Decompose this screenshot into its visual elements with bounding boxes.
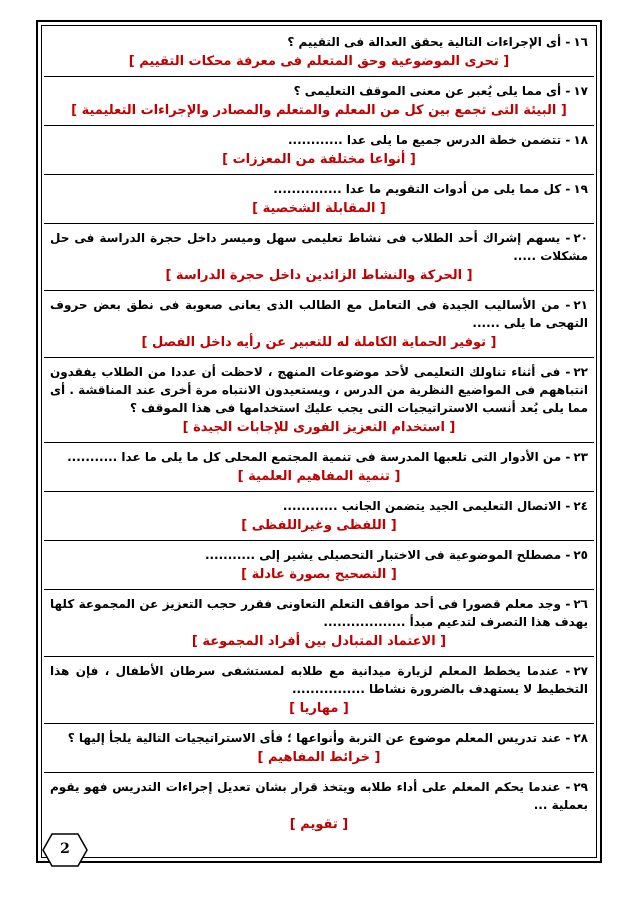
question-27: [44, 657, 594, 724]
question-number: ٢١: [573, 298, 588, 312]
question-17: [44, 77, 594, 126]
question-23: [44, 443, 594, 492]
page-number: 2: [60, 841, 70, 857]
answer: [ التصحيح بصورة عادلة ]: [241, 567, 397, 582]
question-text: ٢٨- عند تدريس المعلم موضوع عن التربة وأنواعها ؛ فأى الاستراتيجيات التالية يلجأ إليها ؟: [67, 731, 588, 745]
question-text: ٢٠- يسهم إشراك أحد الطلاب فى نشاط تعليمى سهل وميسر داخل حجرة الدراسة فى حل مشكلات .....: [50, 231, 588, 263]
question-number: ٢٤: [573, 499, 588, 513]
question-number: ٢٣: [573, 450, 588, 464]
question-text: ٢٤- الاتصال التعليمى الجيد يتضمن الجانب ............: [282, 499, 588, 513]
question-20: [44, 224, 594, 291]
question-text: ٢٧- عندما يخطط المعلم لزيارة ميدانية مع طلابه لمستشفى سرطان الأطفال ، فإن هذا التخطيط لا يستهدف بالضرورة نشاطا ................: [50, 664, 588, 696]
question-text: ١٧- أى مما يلى يُعبر عن معنى الموقف التعليمى ؟: [293, 84, 588, 98]
question-text: ٢١- من الأساليب الجيدة فى التعامل مع الطالب الذى يعانى صعوبة فى نطق بعض حروف التهجى ما يلى ......: [50, 298, 588, 330]
question-text: ٢٦- وجد معلم قصورا فى أحد مواقف التعلم التعاونى فقرر حجب التعزيز عن المجموعة كلها يهدف هذا التصرف لتدعيم مبدأ ..................: [50, 597, 588, 629]
answer: [ توفير الحماية الكاملة له للتعبير عن رأيه داخل الفصل ]: [141, 335, 497, 350]
answer: [ أنواعا مختلفة من المعززات ]: [222, 152, 416, 167]
question-number: ١٨: [573, 133, 588, 147]
question-number: ٢٠: [573, 231, 588, 245]
question-number: ١٧: [573, 84, 588, 98]
question-number: ٢٦: [573, 597, 588, 611]
question-29: [44, 773, 594, 839]
question-number: ٢٥: [573, 548, 588, 562]
question-number: ٢٢: [573, 365, 588, 379]
question-list: [44, 28, 594, 839]
question-28: [44, 724, 594, 773]
question-16: [44, 28, 594, 77]
answer: [ البيئة التى تجمع بين كل من المعلم والمتعلم والمصادر والإجراءات التعليمية ]: [71, 103, 567, 118]
question-number: ١٦: [573, 35, 588, 49]
question-22: [44, 358, 594, 443]
answer: [ اللفظى وغيراللفظى ]: [241, 518, 397, 533]
answer: [ مهاريا ]: [289, 701, 349, 716]
answer: [ الاعتماد المتبادل بين أفراد المجموعة ]: [191, 634, 447, 649]
answer: [ تنمية المفاهيم العلمية ]: [237, 469, 401, 484]
question-number: ١٩: [573, 182, 588, 196]
answer: [ تحرى الموضوعية وحق المتعلم فى معرفة محكات التقييم ]: [128, 54, 510, 69]
question-text: ١٩- كل مما يلى من أدوات التقويم ما عدا ...............: [273, 182, 588, 196]
question-21: [44, 291, 594, 358]
answer: [ الحركة والنشاط الزائدين داخل حجرة الدراسة ]: [165, 268, 473, 283]
question-number: ٢٨: [573, 731, 588, 745]
question-text: ١٦- أى الإجراءات التالية يحقق العدالة فى التقييم ؟: [287, 35, 588, 49]
page-number-badge: [42, 832, 88, 868]
question-text: ٢٣- من الأدوار التى تلعبها المدرسة فى تنمية المجتمع المحلى كل ما يلى ما عدا ...........: [67, 450, 588, 464]
question-25: [44, 541, 594, 590]
answer: [ تقويم ]: [289, 817, 349, 832]
question-24: [44, 492, 594, 541]
question-19: [44, 175, 594, 224]
question-number: ٢٧: [573, 664, 588, 678]
question-text: ١٨- تتضمن خطة الدرس جميع ما يلى عدا ............: [288, 133, 588, 147]
answer: [ خرائط المفاهيم ]: [257, 750, 381, 765]
question-text: ٢٩- عندما يحكم المعلم على أداء طلابه ويتخذ قرار بشان تعديل إجراءات التدريس فهو يقوم بعملية ...: [50, 780, 588, 812]
question-text: ٢٥- مصطلح الموضوعية فى الاختبار التحصيلى يشير إلى ...........: [204, 548, 588, 562]
question-text: ٢٢- فى أثناء تناولك التعليمى لأحد موضوعات المنهج ، لاحظت أن عددا من الطلاب يفقدون انتباههم فى المواضيع النظرية من الدرس ، ويستعيدون الانتباه مرة أخرى عند المناقشة . أى مما يلى يُعد أنسب الاستراتيجيات التى يجب عليك استخدامها فى هذا الموقف ؟: [50, 365, 588, 415]
question-number: ٢٩: [573, 780, 588, 794]
question-18: [44, 126, 594, 175]
answer: [ استخدام التعزيز الفورى للإجابات الجيدة ]: [182, 420, 456, 435]
question-26: [44, 590, 594, 657]
answer: [ المقابلة الشخصية ]: [252, 201, 386, 216]
